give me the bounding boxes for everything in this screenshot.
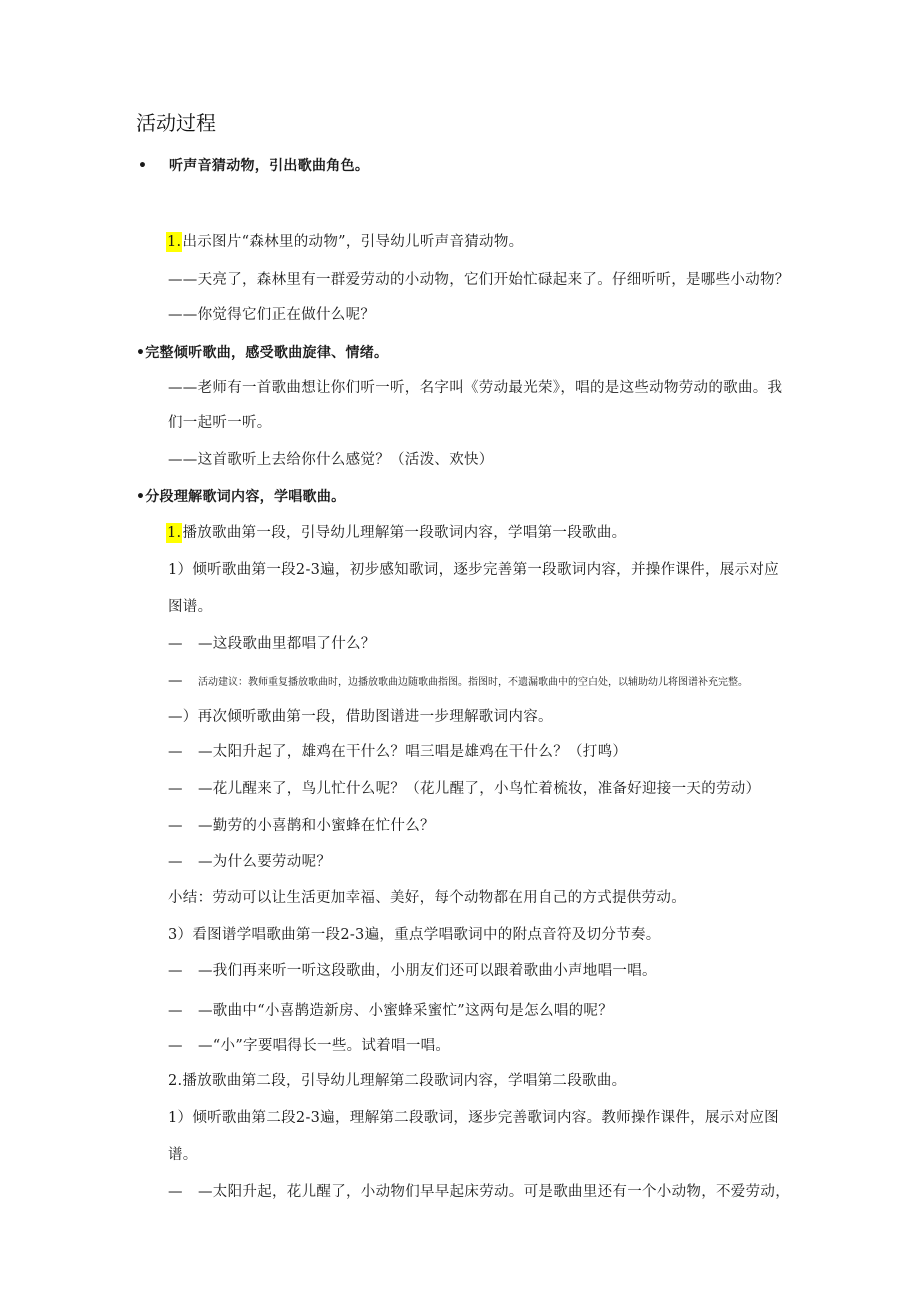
summary-line: 小结：劳动可以让生活更加幸福、美好，每个动物都在用自己的方式提供劳动。 <box>168 890 686 906</box>
dash: — <box>168 1184 183 1200</box>
dash: — <box>168 963 183 979</box>
dialogue-text: —勤劳的小喜鹊和小蜜蜂在忙什么？ <box>198 818 435 834</box>
paragraph-line: ——这首歌听上去给你什么感觉？（活泼、欢快） <box>168 452 494 468</box>
dialogue-line <box>168 816 435 836</box>
section-title: 活动过程 <box>136 111 216 135</box>
highlighted-number: 1. <box>167 234 182 250</box>
suggestion-text: 活动建议：教师重复播放歌曲时，边播放歌曲边随歌曲指图。指图时，不遗漏歌曲中的空白处，以辅助幼儿将图谱补充完整。 <box>198 677 748 688</box>
dash: — <box>168 636 183 652</box>
dialogue-text: —花儿醒来了，鸟儿忙什么呢？（花儿醒了，小鸟忙着梳妆，准备好迎接一天的劳动） <box>198 781 761 797</box>
step-1b-text: 播放歌曲第一段，引导幼儿理解第一段歌词内容，学唱第一段歌曲。 <box>182 525 627 541</box>
dialogue-line <box>168 1001 613 1021</box>
dialogue-text: —“小”字要唱得长一些。试着唱一唱。 <box>198 1038 451 1054</box>
paragraph-line: 3）看图谱学唱歌曲第一段2-3遍，重点学唱歌词中的附点音符及切分节奏。 <box>168 927 661 943</box>
dash: — <box>168 1003 183 1019</box>
paragraph-line: ——天亮了，森林里有一群爱劳动的小动物，它们开始忙碌起来了。仔细听听，是哪些小动物？ <box>168 272 790 288</box>
dash: — <box>168 1038 183 1054</box>
paragraph-line: 图谱。 <box>168 599 213 615</box>
dialogue-line <box>168 961 657 981</box>
dash: — <box>168 781 183 797</box>
paragraph-line: 1）倾听歌曲第一段2-3遍，初步感知歌词，逐步完善第一段歌词内容，并操作课件，展示对应 <box>168 562 779 578</box>
dialogue-text: —这段歌曲里都唱了什么？ <box>198 636 376 652</box>
dialogue-text: —歌曲中“小喜鹊造新房、小蜜蜂采蜜忙”这两句是怎么唱的呢？ <box>198 1003 614 1019</box>
bullet: • <box>138 158 148 174</box>
dialogue-line <box>168 1036 450 1056</box>
dash: — <box>168 744 183 760</box>
dialogue-line <box>168 634 376 654</box>
paragraph-line: 1）倾听歌曲第二段2-3遍，理解第二段歌词，逐步完善歌词内容。教师操作课件，展示对应图 <box>168 1110 779 1126</box>
paragraph-line: 谱。 <box>168 1147 198 1163</box>
activity-suggestion <box>168 671 748 693</box>
paragraph-line: 2.播放歌曲第二段，引导幼儿理解第二段歌词内容，学唱第二段歌曲。 <box>168 1073 627 1089</box>
paragraph-line: —）再次倾听歌曲第一段，借助图谱进一步理解歌词内容。 <box>168 709 553 725</box>
highlighted-number: 1. <box>167 525 182 541</box>
dialogue-line <box>168 742 627 762</box>
heading-1 <box>138 156 369 176</box>
dash: — <box>168 818 183 834</box>
heading-1-text: 听声音猜动物，引出歌曲角色。 <box>169 158 370 174</box>
dialogue-line <box>168 779 760 799</box>
dialogue-text: —为什么要劳动呢？ <box>198 854 332 870</box>
heading-3: •分段理解歌词内容，学唱歌曲。 <box>136 489 346 505</box>
paragraph-step-1 <box>166 232 523 252</box>
heading-2: •完整倾听歌曲，感受歌曲旋律、情绪。 <box>136 345 389 361</box>
dialogue-text: —太阳升起，花儿醒了，小动物们早早起床劳动。可是歌曲里还有一个小动物，不爱劳动， <box>198 1184 790 1200</box>
dialogue-line <box>168 1182 790 1202</box>
step-1-text: 出示图片“森林里的动物”，引导幼儿听声音猜动物。 <box>182 234 524 250</box>
dash: — <box>168 854 183 870</box>
dialogue-text: —太阳升起了，雄鸡在干什么？唱三唱是雄鸡在干什么？（打鸣） <box>198 744 628 760</box>
dialogue-line <box>168 852 331 872</box>
paragraph-line: 们一起听一听。 <box>168 415 272 431</box>
dialogue-text: —我们再来听一听这段歌曲，小朋友们还可以跟着歌曲小声地唱一唱。 <box>198 963 657 979</box>
dash: — <box>168 673 183 689</box>
paragraph-line: ——老师有一首歌曲想让你们听一听，名字叫《劳动最光荣》，唱的是这些动物劳动的歌曲。我 <box>168 380 783 396</box>
paragraph-step-1b <box>166 523 626 543</box>
paragraph-line: ——你觉得它们正在做什么呢？ <box>168 307 376 323</box>
